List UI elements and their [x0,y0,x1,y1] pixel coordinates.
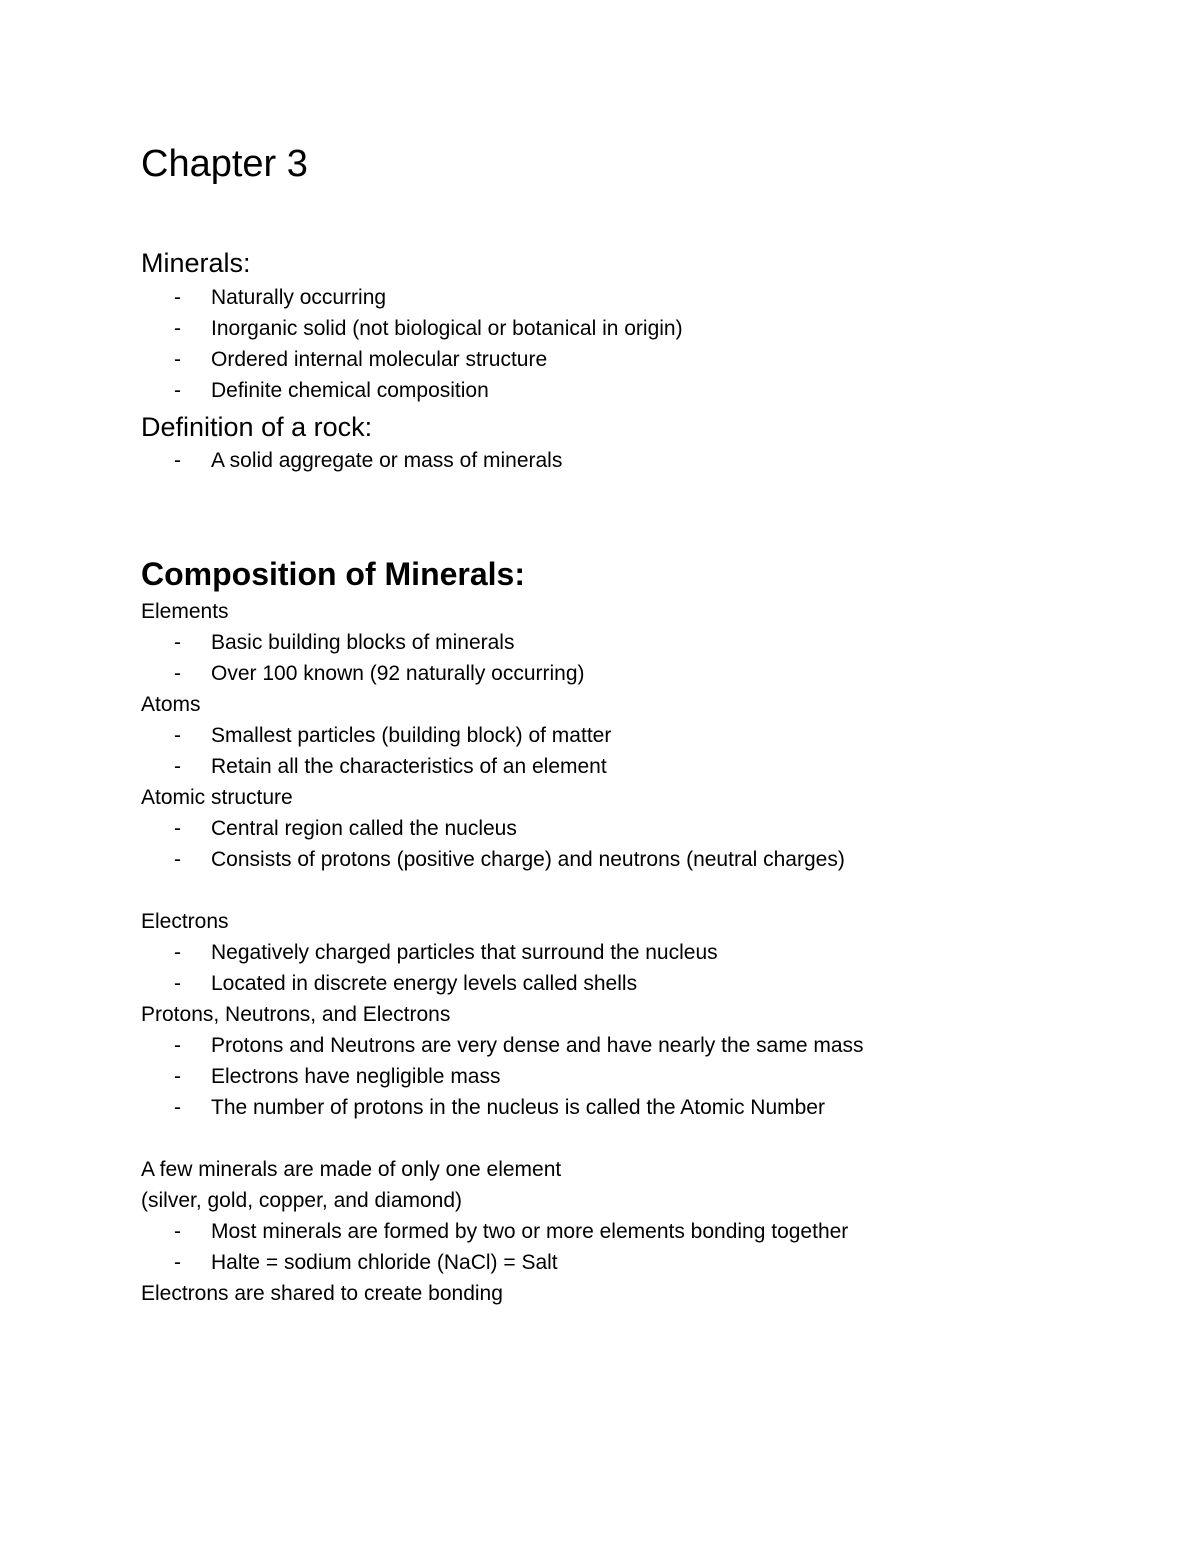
bullet-dash: - [174,379,181,402]
pne-label: Protons, Neutrons, and Electrons [141,1003,451,1026]
bullet-dash: - [174,755,181,778]
bullet-dash: - [174,1251,181,1274]
few-minerals-line: A few minerals are made of only one element [141,1158,562,1181]
electrons-label: Electrons [141,910,229,933]
atomic-structure-label: Atomic structure [141,786,293,809]
list-item: - Naturally occurring [174,286,387,309]
bullet-dash: - [174,286,181,309]
list-item: - A solid aggregate or mass of minerals [174,449,563,472]
bullet-dash: - [174,317,181,340]
bullet-dash: - [174,1220,181,1243]
bullet-dash: - [174,1034,181,1057]
list-item: - Located in discrete energy levels called shells [174,972,638,995]
list-item: - Over 100 known (92 naturally occurring) [174,662,585,685]
bullet-dash: - [174,348,181,371]
bullet-dash: - [174,941,181,964]
composition-heading: Composition of Minerals: [141,556,525,592]
bullet-dash: - [174,848,181,871]
bullet-dash: - [174,631,181,654]
list-item: - The number of protons in the nucleus is called the Atomic Number [174,1096,825,1119]
page-title: Chapter 3 [141,143,308,185]
list-item: - Electrons have negligible mass [174,1065,501,1088]
list-item: - Inorganic solid (not biological or botanical in origin) [174,317,683,340]
list-item: - Protons and Neutrons are very dense and have nearly the same mass [174,1034,864,1057]
bullet-dash: - [174,972,181,995]
list-item: - Smallest particles (building block) of matter [174,724,612,747]
bullet-dash: - [174,817,181,840]
list-item: - Consists of protons (positive charge) and neutrons (neutral charges) [174,848,845,871]
atoms-label: Atoms [141,693,201,716]
list-item: - Most minerals are formed by two or more elements bonding together [174,1220,849,1243]
elements-label: Elements [141,600,229,623]
bullet-dash: - [174,449,181,472]
list-item: - Negatively charged particles that surround the nucleus [174,941,718,964]
list-item: - Ordered internal molecular structure [174,348,548,371]
minerals-heading: Minerals: [141,248,251,278]
bullet-dash: - [174,1096,181,1119]
rock-heading: Definition of a rock: [141,412,373,442]
bullet-dash: - [174,1065,181,1088]
bullet-dash: - [174,662,181,685]
few-minerals-examples: (silver, gold, copper, and diamond) [141,1189,463,1212]
list-item: - Retain all the characteristics of an element [174,755,607,778]
bullet-dash: - [174,724,181,747]
list-item: - Basic building blocks of minerals [174,631,515,654]
list-item: - Central region called the nucleus [174,817,517,840]
closing-line: Electrons are shared to create bonding [141,1282,503,1305]
list-item: - Halte = sodium chloride (NaCl) = Salt [174,1251,558,1274]
list-item: - Definite chemical composition [174,379,489,402]
